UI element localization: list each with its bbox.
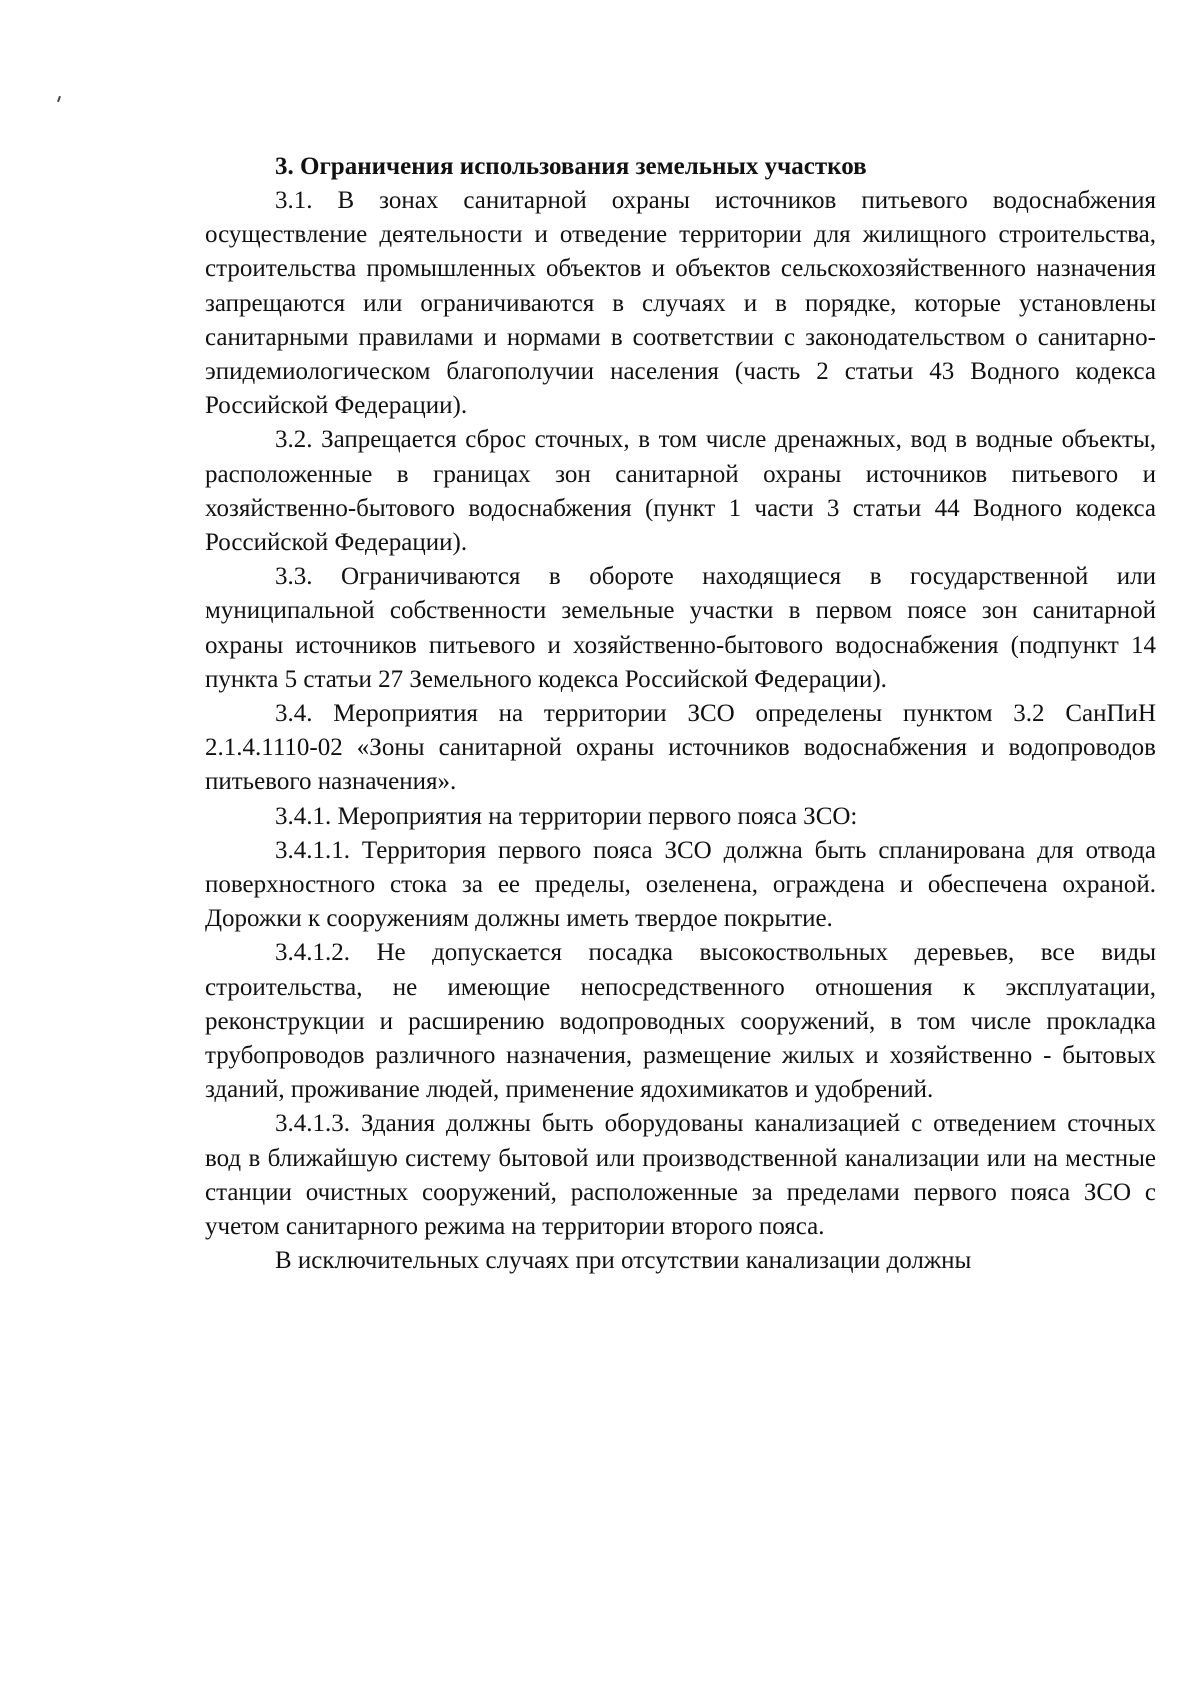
- paragraph-3-4-1-2: 3.4.1.2. Не допускается посадка высокоствольных деревьев, все виды строительства, не имеющие непосредственного отношения к эксплуатации, реконструкции и расширению водопроводных сооружений, в том числе прокладка трубопроводов различного назначения, размещение жилых и хозяйственно - бытовых зданий, проживание людей, применение ядохимикатов и удобрений.: [205, 939, 1156, 1104]
- section-heading: 3. Ограничения использования земельных участков: [275, 153, 867, 180]
- paragraph-continuation: В исключительных случаях при отсутствии канализации должны: [275, 1247, 972, 1275]
- paragraph-3-3: 3.3. Ограничиваются в обороте находящиеся в государственной или муниципальной собственности земельные участки в первом поясе зон санитарной охраны источников питьевого и хозяйственно-бытового водоснабжения (подпункт 14 пункта 5 статьи 27 Земельного кодекса Российской Федерации).: [205, 563, 1156, 693]
- document-page: [205, 150, 1156, 1279]
- stray-mark: [57, 96, 61, 102]
- paragraph-3-4-1-3: 3.4.1.3. Здания должны быть оборудованы канализацией с отведением сточных вод в ближайшую систему бытовой или производственной канализации или на местные станции очистных сооружений, расположенные за пределами первого пояса ЗСО с учетом санитарного режима на территории второго пояса.: [205, 1110, 1156, 1241]
- paragraph-3-4-1-1: 3.4.1.1. Территория первого пояса ЗСО должна быть спланирована для отвода поверхностного стока за ее пределы, озеленена, ограждена и обеспечена охраной. Дорожки к сооружениям должны иметь твердое покрытие.: [205, 836, 1156, 933]
- paragraph-3-1: 3.1. В зонах санитарной охраны источников питьевого водоснабжения осуществление деятельности и отведение территории для жилищного строительства, строительства промышленных объектов и объектов сельскохозяйственного назначения запрещаются или ограничиваются в случаях и в порядке, которые установлены санитарными правилами и нормами в соответствии с законодательством о санитарно-эпидемиологическом благополучии населения (часть 2 статьи 43 Водного кодекса Российской Федерации).: [205, 187, 1156, 420]
- paragraph-3-4: 3.4. Мероприятия на территории ЗСО определены пунктом 3.2 СанПиН 2.1.4.1110-02 «Зоны санитарной охраны источников водоснабжения и водопроводов питьевого назначения».: [205, 700, 1156, 796]
- paragraph-3-4-1: 3.4.1. Мероприятия на территории первого пояса ЗСО:: [275, 802, 858, 830]
- paragraph-3-2: 3.2. Запрещается сброс сточных, в том числе дренажных, вод в водные объекты, расположенные в границах зон санитарной охраны источников питьевого и хозяйственно-бытового водоснабжения (пункт 1 части 3 статьи 44 Водного кодекса Российской Федерации).: [205, 426, 1156, 557]
